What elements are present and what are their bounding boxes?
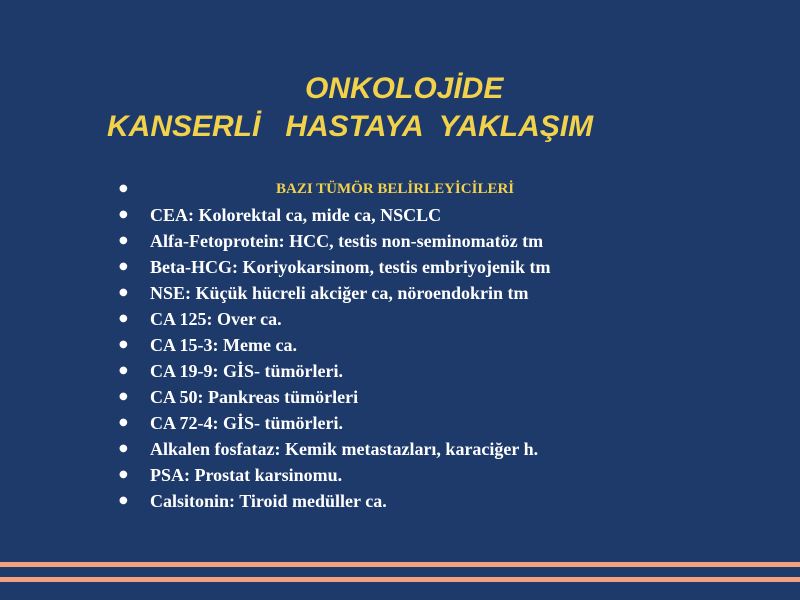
list-item [0, 358, 800, 384]
slide-title [0, 70, 800, 146]
list-item-text: Beta-HCG: Koriyokarsinom, testis embriyojenik tm [150, 257, 551, 277]
bullet-icon: ● [119, 261, 128, 272]
list-item-text: Alkalen fosfataz: Kemik metastazları, karaciğer h. [150, 439, 539, 459]
decorative-stripe-bottom [0, 577, 800, 582]
list-item-text: Calsitonin: Tiroid medüller ca. [150, 491, 387, 511]
list-item [0, 384, 800, 410]
bullet-icon: ● [119, 287, 128, 298]
list-item [0, 410, 800, 436]
list-item [0, 488, 800, 514]
bullet-icon: ● [119, 209, 128, 220]
bullet-icon: ● [119, 313, 128, 324]
list-item-text: CEA: Kolorektal ca, mide ca, NSCLC [150, 205, 442, 225]
bullet-icon: ● [119, 495, 128, 506]
marker-list [0, 176, 800, 514]
list-item [0, 306, 800, 332]
bullet-icon: ● [119, 365, 128, 376]
list-item-text: CA 15-3: Meme ca. [150, 335, 297, 355]
list-item [0, 228, 800, 254]
bullet-icon: ● [119, 339, 128, 350]
list-item [0, 202, 800, 228]
list-item [0, 280, 800, 306]
bullet-icon: ● [119, 417, 128, 428]
list-item [0, 462, 800, 488]
bullet-icon: ● [119, 443, 128, 454]
bullet-icon: ● [119, 235, 128, 246]
list-heading: BAZI TÜMÖR BELİRLEYİCİLERİ [276, 181, 515, 197]
list-item-text: Alfa-Fetoprotein: HCC, testis non-seminomatöz tm [150, 231, 544, 251]
list-item [0, 436, 800, 462]
list-item-text: NSE: Küçük hücreli akciğer ca, nöroendokrin tm [150, 283, 529, 303]
bullet-icon: ● [119, 183, 128, 194]
title-line-2: KANSERLİ HASTAYA YAKLAŞIM [107, 110, 594, 143]
list-item [0, 254, 800, 280]
list-item-text: CA 72-4: GİS- tümörleri. [150, 413, 343, 433]
title-line-1: ONKOLOJİDE [305, 72, 504, 105]
decorative-stripe-top [0, 562, 800, 567]
list-item-text: PSA: Prostat karsinomu. [150, 465, 343, 485]
list-heading-item [0, 176, 800, 202]
list-item-text: CA 125: Over ca. [150, 309, 282, 329]
list-item [0, 332, 800, 358]
list-item-text: CA 19-9: GİS- tümörleri. [150, 361, 343, 381]
list-item-text: CA 50: Pankreas tümörleri [150, 387, 359, 407]
bullet-icon: ● [119, 469, 128, 480]
bullet-icon: ● [119, 391, 128, 402]
